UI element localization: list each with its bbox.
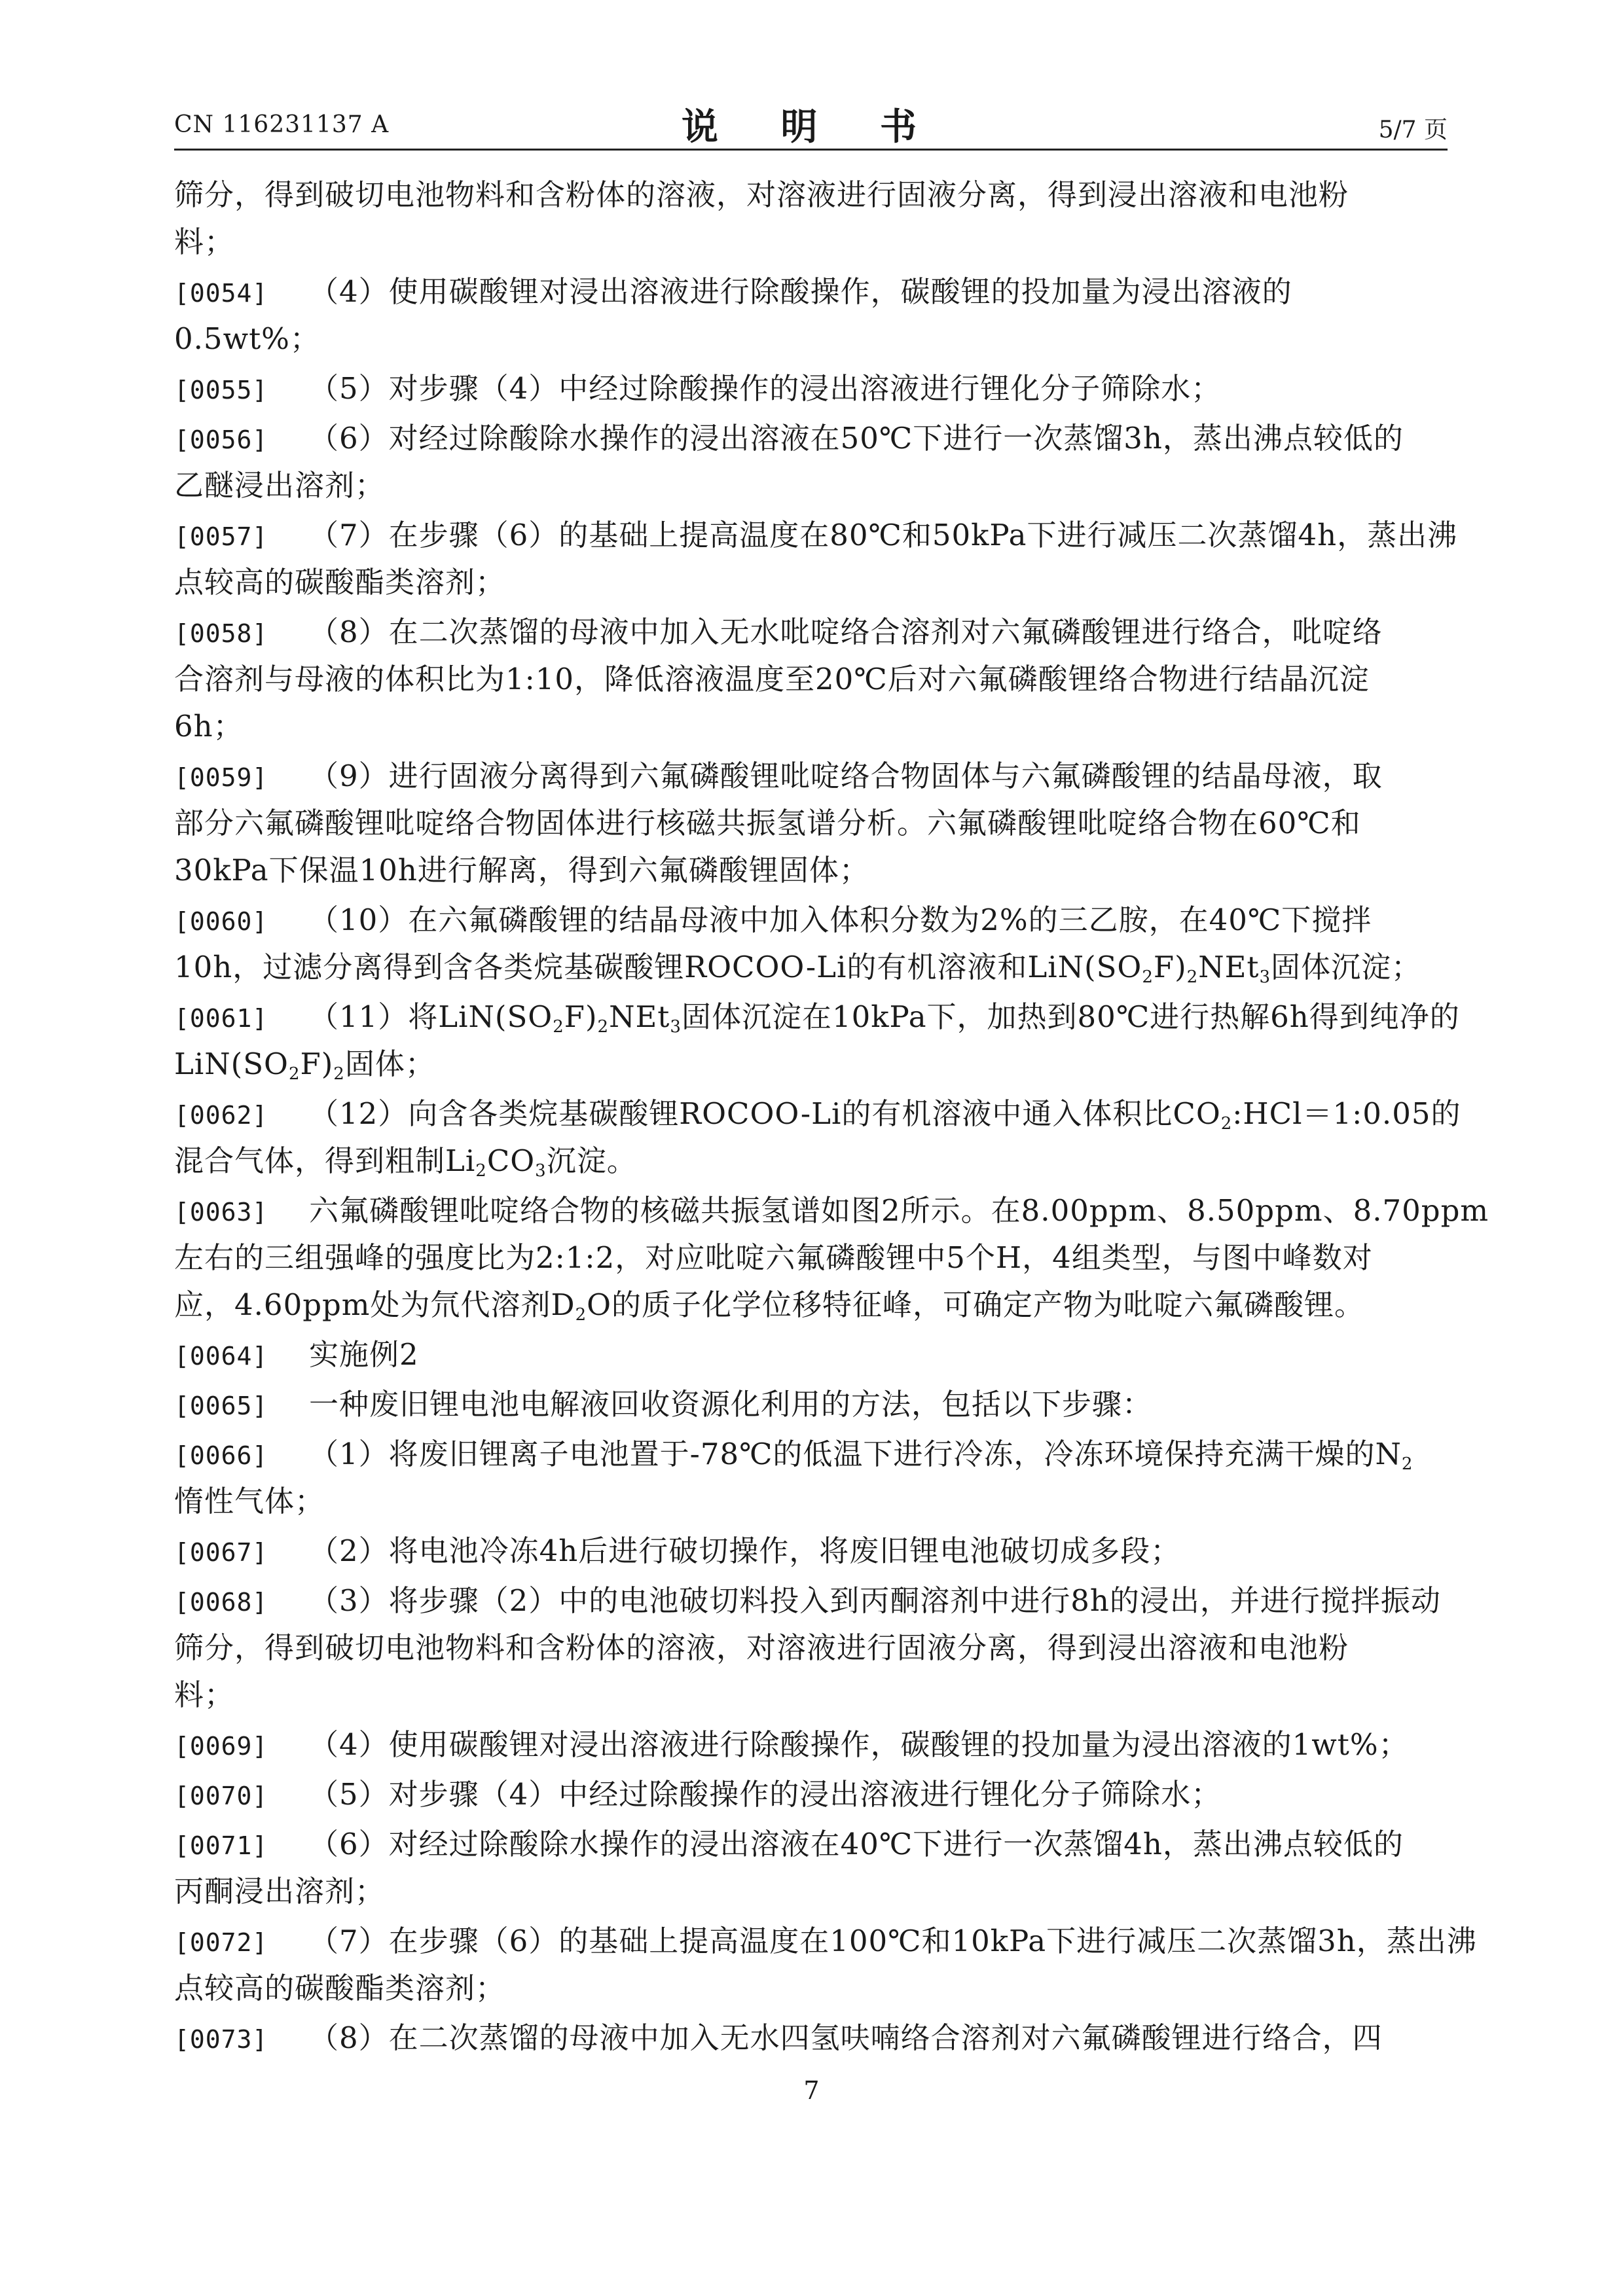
paragraph-line	[174, 1821, 1448, 1868]
paragraph-line	[174, 1282, 1448, 1329]
paragraph-text: 乙醚浸出溶剂；	[174, 468, 386, 503]
paragraph-text: （7）在步骤（6）的基础上提高温度在100℃和10kPa下进行减压二次蒸馏3h，蒸出沸	[309, 1924, 1477, 1958]
paragraph-line	[174, 753, 1448, 800]
page-indicator: 5/7 页	[1378, 117, 1448, 143]
paragraph	[174, 1721, 1448, 1768]
paragraph	[174, 897, 1448, 991]
paragraph-line	[174, 1381, 1448, 1428]
paragraph-line	[174, 1187, 1489, 1234]
paragraph-line	[174, 1577, 1448, 1624]
paragraph-text: （5）对步骤（4）中经过除酸操作的浸出溶液进行锂化分子筛除水；	[309, 1777, 1222, 1812]
paragraph-text: 部分六氟磷酸锂吡啶络合物固体进行核磁共振氢谱分析。六氟磷酸锂吡啶络合物在60℃和	[174, 806, 1361, 840]
paragraph-text: （11）将$LiN(SO_2F)_2NEt_3$固体沉淀在10kPa下，加热到80℃进行热解6h得到纯净的	[309, 999, 1460, 1037]
paragraph-text: $LiN(SO_2F)_2$固体；	[174, 1047, 435, 1084]
paragraph-text: （10）在六氟磷酸锂的结晶母液中加入体积分数为2%的三乙胺，在40℃下搅拌	[309, 903, 1372, 937]
paragraph-line	[174, 559, 1448, 606]
paragraph-number: [0059]	[174, 763, 268, 792]
paragraph-number: [0057]	[174, 522, 268, 551]
paragraph	[174, 994, 1460, 1088]
paragraph-text: （4）使用碳酸锂对浸出溶液进行除酸操作，碳酸锂的投加量为浸出溶液的1wt%；	[309, 1727, 1409, 1762]
paragraph-line	[174, 944, 1448, 991]
paragraph-line	[174, 1965, 1448, 2012]
paragraph-line	[174, 1431, 1448, 1478]
paragraph-number: [0067]	[174, 1538, 268, 1567]
paragraph-number: [0054]	[174, 279, 268, 308]
paragraph	[174, 1090, 1461, 1185]
paragraph-line	[174, 847, 1448, 894]
paragraph	[174, 753, 1448, 894]
page-number: 7	[803, 2076, 820, 2105]
paragraph	[174, 1381, 1448, 1428]
paragraph-text: （2）将电池冷冻4h后进行破切操作，将废旧锂电池破切成多段；	[309, 1534, 1181, 1568]
paragraph	[174, 1431, 1448, 1525]
paragraph-text: （8）在二次蒸馏的母液中加入无水四氢呋喃络合溶剂对六氟磷酸锂进行络合，四	[309, 2020, 1383, 2055]
paragraph-line	[174, 512, 1458, 559]
paragraph-text: 实施例2	[309, 1337, 419, 1372]
paragraph-text: 料；	[174, 224, 235, 259]
paragraph-line	[174, 171, 1448, 219]
paragraph-line	[174, 1672, 1448, 1719]
paragraph-number: [0065]	[174, 1391, 268, 1420]
paragraph-text: （7）在步骤（6）的基础上提高温度在80℃和50kPa下进行减压二次蒸馏4h，蒸出沸	[309, 518, 1458, 552]
paragraph-text: 合溶剂与母液的体积比为1:10，降低溶液温度至20℃后对六氟磷酸锂络合物进行结晶沉淀	[174, 662, 1370, 696]
paragraph-text: （6）对经过除酸除水操作的浸出溶液在40℃下进行一次蒸馏4h，蒸出沸点较低的	[309, 1827, 1404, 1861]
paragraph-line	[174, 994, 1460, 1041]
paragraph-number: [0058]	[174, 619, 268, 648]
paragraph-line	[174, 1138, 1448, 1185]
paragraph	[174, 365, 1448, 412]
paragraph-number: [0071]	[174, 1831, 268, 1860]
paragraph-line	[174, 1918, 1477, 1965]
paragraph-text: （12）向含各类烷基碳酸锂ROCOO-Li的有机溶液中通入体积比$CO_2:HCl=1:0.05$的	[309, 1096, 1461, 1134]
paragraph-line	[174, 1331, 1448, 1378]
paragraph-number: [0072]	[174, 1928, 268, 1957]
paragraph-text: 六氟磷酸锂吡啶络合物的核磁共振氢谱如图2所示。在8.00ppm、8.50ppm、8.70ppm	[309, 1193, 1489, 1228]
paragraph	[174, 609, 1448, 750]
patent-number: CN 116231137 A	[174, 111, 390, 138]
paragraph-line	[174, 365, 1448, 412]
paragraph	[174, 1821, 1448, 1915]
paragraph-number: [0073]	[174, 2025, 268, 2054]
paragraph-number: [0056]	[174, 425, 268, 454]
paragraph-text: （3）将步骤（2）中的电池破切料投入到丙酮溶剂中进行8h的浸出，并进行搅拌振动	[309, 1583, 1441, 1618]
paragraph	[174, 512, 1458, 606]
paragraph-text: 点较高的碳酸酯类溶剂；	[174, 1971, 506, 2005]
paragraph-line	[174, 315, 1448, 363]
paragraph	[174, 1577, 1448, 1719]
paragraph-line	[174, 609, 1448, 656]
paragraph-text: 丙酮浸出溶剂；	[174, 1874, 386, 1909]
paragraph-number: [0066]	[174, 1441, 268, 1470]
paragraph	[174, 1918, 1477, 2012]
paragraph	[174, 1771, 1448, 1818]
paragraph-text: 10h，过滤分离得到含各类烷基碳酸锂ROCOO-Li的有机溶液和$LiN(SO_2F)_2NEt_3$固体沉淀；	[174, 950, 1422, 987]
document-body	[174, 171, 1489, 2062]
paragraph-text: （8）在二次蒸馏的母液中加入无水吡啶络合溶剂对六氟磷酸锂进行络合，吡啶络	[309, 615, 1383, 649]
paragraph-number: [0070]	[174, 1782, 268, 1810]
paragraph-text: 点较高的碳酸酯类溶剂；	[174, 565, 506, 600]
paragraph-line	[174, 1041, 1448, 1088]
paragraph-line	[174, 656, 1448, 703]
paragraph-line	[174, 1478, 1448, 1525]
paragraph-line	[174, 1090, 1461, 1138]
paragraph-text: 混合气体，得到粗制$Li_2CO_3$沉淀。	[174, 1143, 637, 1181]
paragraph-text: 一种废旧锂电池电解液回收资源化利用的方法，包括以下步骤：	[309, 1387, 1153, 1422]
paragraph-line	[174, 1771, 1448, 1818]
paragraph	[174, 1331, 1448, 1378]
paragraph-line	[174, 2015, 1448, 2062]
paragraph	[174, 1187, 1489, 1329]
paragraph-line	[174, 1528, 1448, 1575]
paragraph-number: [0063]	[174, 1198, 268, 1227]
paragraph-number: [0064]	[174, 1342, 268, 1371]
paragraph-text: 左右的三组强峰的强度比为2:1:2，对应吡啶六氟磷酸锂中5个H，4组类型，与图中峰数对	[174, 1240, 1373, 1275]
paragraph-line	[174, 268, 1448, 315]
paragraph-number: [0060]	[174, 907, 268, 936]
paragraph-number: [0069]	[174, 1732, 268, 1761]
paragraph-line	[174, 219, 1448, 266]
paragraph-number: [0061]	[174, 1004, 268, 1033]
paragraph	[174, 171, 1448, 266]
header-divider	[174, 149, 1448, 151]
paragraph-text: （9）进行固液分离得到六氟磷酸锂吡啶络合物固体与六氟磷酸锂的结晶母液，取	[309, 759, 1383, 793]
paragraph-text: （4）使用碳酸锂对浸出溶液进行除酸操作，碳酸锂的投加量为浸出溶液的	[309, 274, 1292, 309]
paragraph-text: （1）将废旧锂离子电池置于-78℃的低温下进行冷冻，冷冻环境保持充满干燥的$N_2$	[309, 1437, 1413, 1474]
paragraph-line	[174, 415, 1448, 462]
paragraph	[174, 2015, 1448, 2062]
document-title: 说 明 书	[682, 105, 941, 149]
paragraph-line	[174, 897, 1448, 944]
paragraph	[174, 1528, 1448, 1575]
paragraph-text: 筛分，得到破切电池物料和含粉体的溶液，对溶液进行固液分离，得到浸出溶液和电池粉	[174, 1630, 1349, 1665]
paragraph-text: 应，4.60ppm处为氘代溶剂$D_2O$的质子化学位移特征峰，可确定产物为吡啶六氟磷酸锂。	[174, 1287, 1365, 1325]
paragraph-text: 0.5wt%；	[174, 321, 320, 356]
paragraph-text: 惰性气体；	[174, 1484, 325, 1518]
paragraph-text: 料；	[174, 1677, 235, 1712]
paragraph	[174, 415, 1448, 509]
paragraph-text: （5）对步骤（4）中经过除酸操作的浸出溶液进行锂化分子筛除水；	[309, 371, 1222, 406]
paragraph-text: 筛分，得到破切电池物料和含粉体的溶液，对溶液进行固液分离，得到浸出溶液和电池粉	[174, 177, 1349, 212]
paragraph-text: （6）对经过除酸除水操作的浸出溶液在50℃下进行一次蒸馏3h，蒸出沸点较低的	[309, 421, 1404, 456]
paragraph-line	[174, 800, 1448, 847]
paragraph-number: [0055]	[174, 376, 268, 404]
paragraph-line	[174, 462, 1448, 509]
paragraph-line	[174, 1624, 1448, 1672]
paragraph-number: [0068]	[174, 1588, 268, 1617]
paragraph-line	[174, 703, 1448, 750]
paragraph-line	[174, 1234, 1448, 1282]
paragraph-text: 30kPa下保温10h进行解离，得到六氟磷酸锂固体；	[174, 853, 869, 888]
paragraph-number: [0062]	[174, 1101, 268, 1130]
paragraph-text: 6h；	[174, 709, 244, 744]
paragraph-line	[174, 1868, 1448, 1915]
paragraph	[174, 268, 1448, 363]
paragraph-line	[174, 1721, 1448, 1768]
